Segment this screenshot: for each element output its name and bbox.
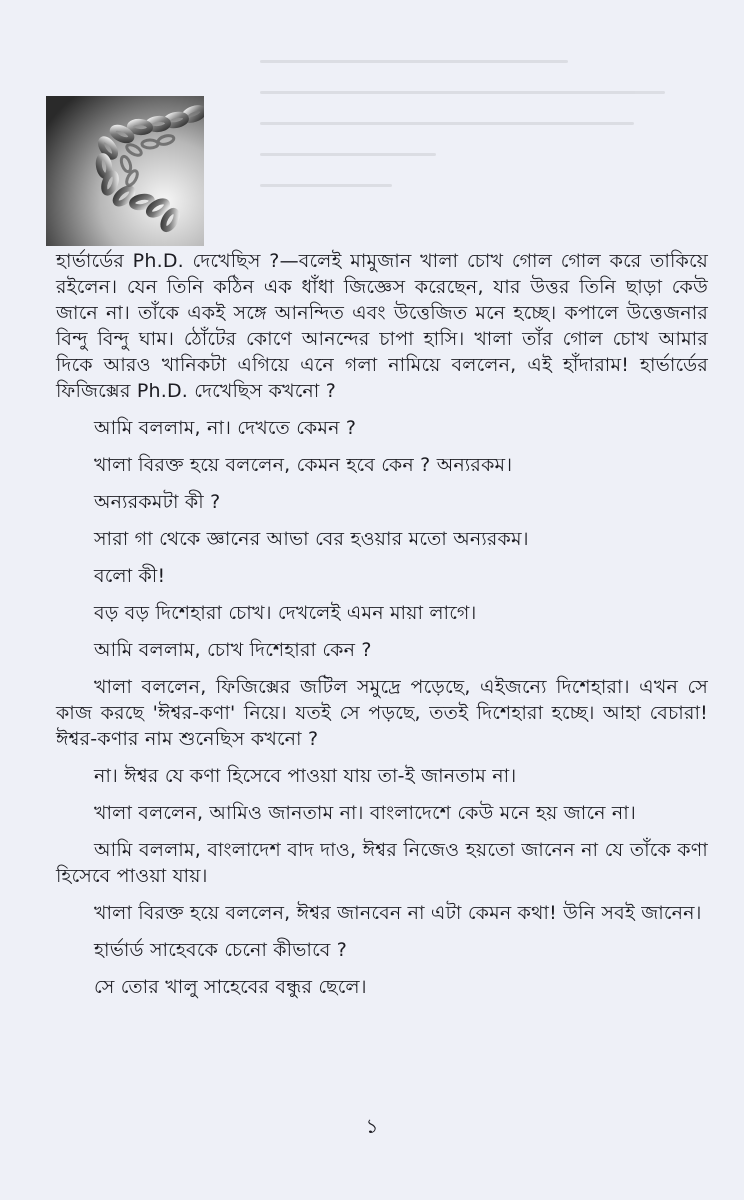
chain-illustration xyxy=(46,96,204,246)
page-number: ১ xyxy=(365,1114,379,1138)
paragraph: হার্ভার্ড সাহেবকে চেনো কীভাবে ? xyxy=(94,939,348,961)
paragraph: বড় বড় দিশেহারা চোখ। দেখলেই এমন মায়া লাগে। xyxy=(94,602,477,624)
paragraph: আমি বললাম, চোখ দিশেহারা কেন ? xyxy=(94,639,372,661)
paragraph: বলো কী! xyxy=(94,565,166,587)
reverse-side-bleed-through xyxy=(260,60,700,240)
chapter-body-text xyxy=(56,248,708,1011)
chapter-decorative-image xyxy=(46,96,204,246)
paragraph: অন্যরকমটা কী ? xyxy=(94,491,221,513)
paragraph: খালা বললেন, আমিও জানতাম না। বাংলাদেশে কেউ মনে হয় জানে না। xyxy=(94,802,636,824)
paragraph: খালা বললেন, ফিজিক্সের জটিল সমুদ্রে পড়েছে, এইজন্যে দিশেহারা। এখন সে কাজ করছে 'ঈশ্বর-কণা' নিয়ে। যতই সে পড়ছে, ততই দিশেহারা হচ্ছে। আহা বেচারা! ঈশ্বর-কণার নাম শুনেছিস কখনো ? xyxy=(56,676,708,750)
paragraph: হার্ভার্ডের Ph.D. দেখেছিস ?—বলেই মামুজান খালা চোখ গোল গোল করে তাকিয়ে রইলেন। যেন তিনি কঠিন এক ধাঁধা জিজ্ঞেস করেছেন, যার উত্তর তিনি ছাড়া কেউ জানে না। তাঁকে একই সঙ্গে আনন্দিত এবং উত্তেজিত মনে হচ্ছে। কপালে উত্তেজনার বিন্দু বিন্দু ঘাম। ঠোঁটের কোণে আনন্দের চাপা হাসি। খালা তাঁর গোল চোখ আমার দিকে আরও খানিকটা এগিয়ে এনে গলা নামিয়ে বললেন, এই হাঁদারাম! হার্ভার্ডের ফিজিক্সের Ph.D. দেখেছিস কখনো ? xyxy=(56,250,708,402)
paragraph: খালা বিরক্ত হয়ে বললেন, কেমন হবে কেন ? অন্যরকম। xyxy=(94,454,513,476)
paragraph: না। ঈশ্বর যে কণা হিসেবে পাওয়া যায় তা-ই জানতাম না। xyxy=(94,765,517,787)
paragraph: আমি বললাম, বাংলাদেশ বাদ দাও, ঈশ্বর নিজেও হয়তো জানেন না যে তাঁকে কণা হিসেবে পাওয়া যায়। xyxy=(56,839,708,887)
paragraph: খালা বিরক্ত হয়ে বললেন, ঈশ্বর জানবেন না এটা কেমন কথা! উনি সবই জানেন। xyxy=(94,902,702,924)
paragraph: আমি বললাম, না। দেখতে কেমন ? xyxy=(94,417,357,439)
paragraph: সারা গা থেকে জ্ঞানের আভা বের হওয়ার মতো অন্যরকম। xyxy=(94,528,529,550)
paragraph: সে তোর খালু সাহেবের বন্ধুর ছেলে। xyxy=(94,976,367,998)
